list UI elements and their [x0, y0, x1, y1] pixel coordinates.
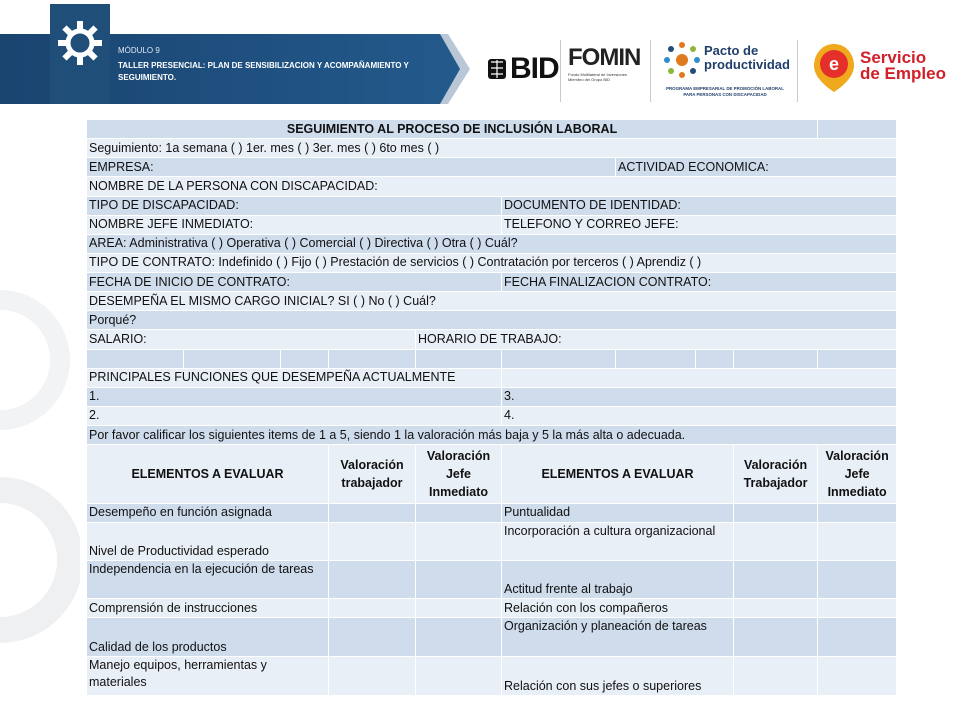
nombre-persona-field[interactable]: NOMBRE DE LA PERSONA CON DISCAPACIDAD: — [87, 177, 897, 196]
bid-logo — [487, 52, 559, 86]
fecha-inicio-field[interactable]: FECHA DE INICIO DE CONTRATO: — [87, 273, 502, 292]
jefe-field[interactable]: NOMBRE JEFE INMEDIATO: — [87, 215, 502, 234]
globe-icon — [487, 56, 507, 82]
logo-divider — [650, 40, 651, 102]
rating-cell[interactable] — [329, 560, 416, 598]
rating-cell[interactable] — [818, 599, 897, 618]
col-valoracion-jefe-right: Valoración Jefe Inmediato — [818, 445, 897, 503]
header — [0, 0, 960, 112]
rating-cell[interactable] — [734, 656, 818, 695]
fomin-logo-subtitle: Fondo Multilateral de Inversiones Miembro del Grupo BID — [568, 72, 627, 82]
rating-cell[interactable] — [734, 599, 818, 618]
rating-cell[interactable] — [734, 522, 818, 560]
rating-cell[interactable] — [416, 503, 502, 522]
blank-cell[interactable] — [502, 349, 616, 368]
background-gear-watermark — [0, 140, 80, 700]
fomin-logo-text: FOMIN — [568, 44, 641, 71]
eval-item-right: Relación con sus jefes o superiores — [502, 656, 734, 695]
funcion-4-field[interactable]: 4. — [502, 406, 897, 425]
col-valoracion-jefe-left: Valoración Jefe Inmediato — [416, 445, 502, 503]
eval-item-left: Nivel de Productividad esperado — [87, 522, 329, 560]
actividad-field[interactable]: ACTIVIDAD ECONOMICA: — [616, 158, 897, 177]
blank-cell[interactable] — [818, 349, 897, 368]
col-elementos-left: ELEMENTOS A EVALUAR — [87, 445, 329, 503]
servicio-empleo-text — [860, 50, 946, 82]
eval-item-left: Independencia en la ejecución de tareas — [87, 560, 329, 598]
col-valoracion-trabajador-right: Valoración Trabajador — [734, 445, 818, 503]
servicio-empleo-icon — [812, 42, 856, 94]
blank-cell[interactable] — [616, 349, 696, 368]
rating-cell[interactable] — [416, 656, 502, 695]
pacto-logo-subtitle: PROGRAMA EMPRESARIAL DE PROMOCIÓN LABORAL PARA PERSONAS CON DISCAPACIDAD — [666, 86, 784, 97]
servicio-line2: de Empleo — [860, 64, 946, 83]
tipo-contrato-field[interactable]: TIPO DE CONTRATO: Indefinido ( ) Fijo ( ) Prestación de servicios ( ) Contratación por terceros ( ) Aprendiz ( ) — [87, 253, 897, 272]
rating-cell[interactable] — [329, 522, 416, 560]
col-elementos-right: ELEMENTOS A EVALUAR — [502, 445, 734, 503]
blank-cell[interactable] — [184, 349, 281, 368]
blank-cell[interactable] — [416, 349, 502, 368]
fecha-fin-field[interactable]: FECHA FINALIZACION CONTRATO: — [502, 273, 897, 292]
funciones-blank[interactable] — [502, 368, 897, 387]
blank-cell[interactable] — [87, 349, 184, 368]
servicio-empleo-logo — [810, 42, 950, 98]
blank-cell[interactable] — [281, 349, 329, 368]
area-field[interactable]: AREA: Administrativa ( ) Operativa ( ) Comercial ( ) Directiva ( ) Otra ( ) Cuál? — [87, 234, 897, 253]
rating-cell[interactable] — [416, 618, 502, 656]
rating-cell[interactable] — [329, 656, 416, 695]
form-title-side-cell[interactable] — [818, 120, 897, 139]
rating-cell[interactable] — [818, 560, 897, 598]
rating-cell[interactable] — [416, 560, 502, 598]
rating-cell[interactable] — [416, 599, 502, 618]
eval-item-left: Manejo equipos, herramientas y materiales — [87, 656, 329, 695]
pacto-ring-icon — [662, 40, 702, 80]
rating-cell[interactable] — [416, 522, 502, 560]
rating-cell[interactable] — [734, 618, 818, 656]
eval-item-right: Organización y planeación de tareas — [502, 618, 734, 656]
module-number: MÓDULO 9 — [118, 46, 160, 55]
svg-text:e: e — [828, 54, 840, 74]
servicio-line1: Servicio — [860, 48, 927, 67]
eval-item-right: Relación con los compañeros — [502, 599, 734, 618]
col-valoracion-trabajador-left: Valoración trabajador — [329, 445, 416, 503]
pacto-title-line2: productividad — [704, 57, 790, 72]
telefono-field[interactable]: TELEFONO Y CORREO JEFE: — [502, 215, 897, 234]
rating-cell[interactable] — [734, 560, 818, 598]
rating-cell[interactable] — [818, 656, 897, 695]
eval-item-right: Actitud frente al trabajo — [502, 560, 734, 598]
horario-field[interactable]: HORARIO DE TRABAJO: — [416, 330, 897, 349]
eval-item-right: Puntualidad — [502, 503, 734, 522]
salario-field[interactable]: SALARIO: — [87, 330, 416, 349]
rating-cell[interactable] — [734, 503, 818, 522]
rating-cell[interactable] — [818, 522, 897, 560]
funciones-heading: PRINCIPALES FUNCIONES QUE DESEMPEÑA ACTUALMENTE — [87, 368, 502, 387]
rating-cell[interactable] — [818, 618, 897, 656]
eval-item-right: Incorporación a cultura organizacional — [502, 522, 734, 560]
rating-cell[interactable] — [329, 503, 416, 522]
blank-cell[interactable] — [329, 349, 416, 368]
funcion-2-field[interactable]: 2. — [87, 406, 502, 425]
logo-divider — [797, 40, 798, 102]
eval-item-left: Calidad de los productos — [87, 618, 329, 656]
fomin-logo — [568, 46, 640, 82]
rating-instruction: Por favor calificar los siguientes items de 1 a 5, siendo 1 la valoración más baja y 5 la más alta o adecuada. — [87, 426, 897, 445]
porque-field[interactable]: Porqué? — [87, 311, 897, 330]
module-title: TALLER PRESENCIAL: PLAN DE SENSIBILIZACION Y ACOMPAÑAMIENTO Y SEGUIMIENTO. — [118, 61, 409, 82]
pacto-logo-title — [704, 44, 790, 72]
gear-icon — [55, 18, 105, 68]
rating-cell[interactable] — [329, 599, 416, 618]
bid-logo-text: BID — [510, 52, 559, 85]
eval-item-left: Comprensión de instrucciones — [87, 599, 329, 618]
blank-cell[interactable] — [696, 349, 734, 368]
tipo-discapacidad-field[interactable]: TIPO DE DISCAPACIDAD: — [87, 196, 502, 215]
documento-field[interactable]: DOCUMENTO DE IDENTIDAD: — [502, 196, 897, 215]
blank-cell[interactable] — [734, 349, 818, 368]
seguimiento-field[interactable]: Seguimiento: 1a semana ( ) 1er. mes ( ) 3er. mes ( ) 6to mes ( ) — [87, 139, 897, 158]
funcion-1-field[interactable]: 1. — [87, 387, 502, 406]
eval-item-left: Desempeño en función asignada — [87, 503, 329, 522]
empresa-field[interactable]: EMPRESA: — [87, 158, 616, 177]
pacto-productividad-logo — [660, 40, 790, 102]
rating-cell[interactable] — [329, 618, 416, 656]
logo-divider — [560, 40, 561, 102]
inclusion-followup-form — [86, 119, 897, 696]
pacto-title-line1: Pacto de — [704, 43, 759, 58]
form-title: SEGUIMIENTO AL PROCESO DE INCLUSIÓN LABORAL — [87, 120, 818, 139]
funcion-3-field[interactable]: 3. — [502, 387, 897, 406]
rating-cell[interactable] — [818, 503, 897, 522]
desempena-field[interactable]: DESEMPEÑA EL MISMO CARGO INICIAL? SI ( ) No ( ) Cuál? — [87, 292, 897, 311]
